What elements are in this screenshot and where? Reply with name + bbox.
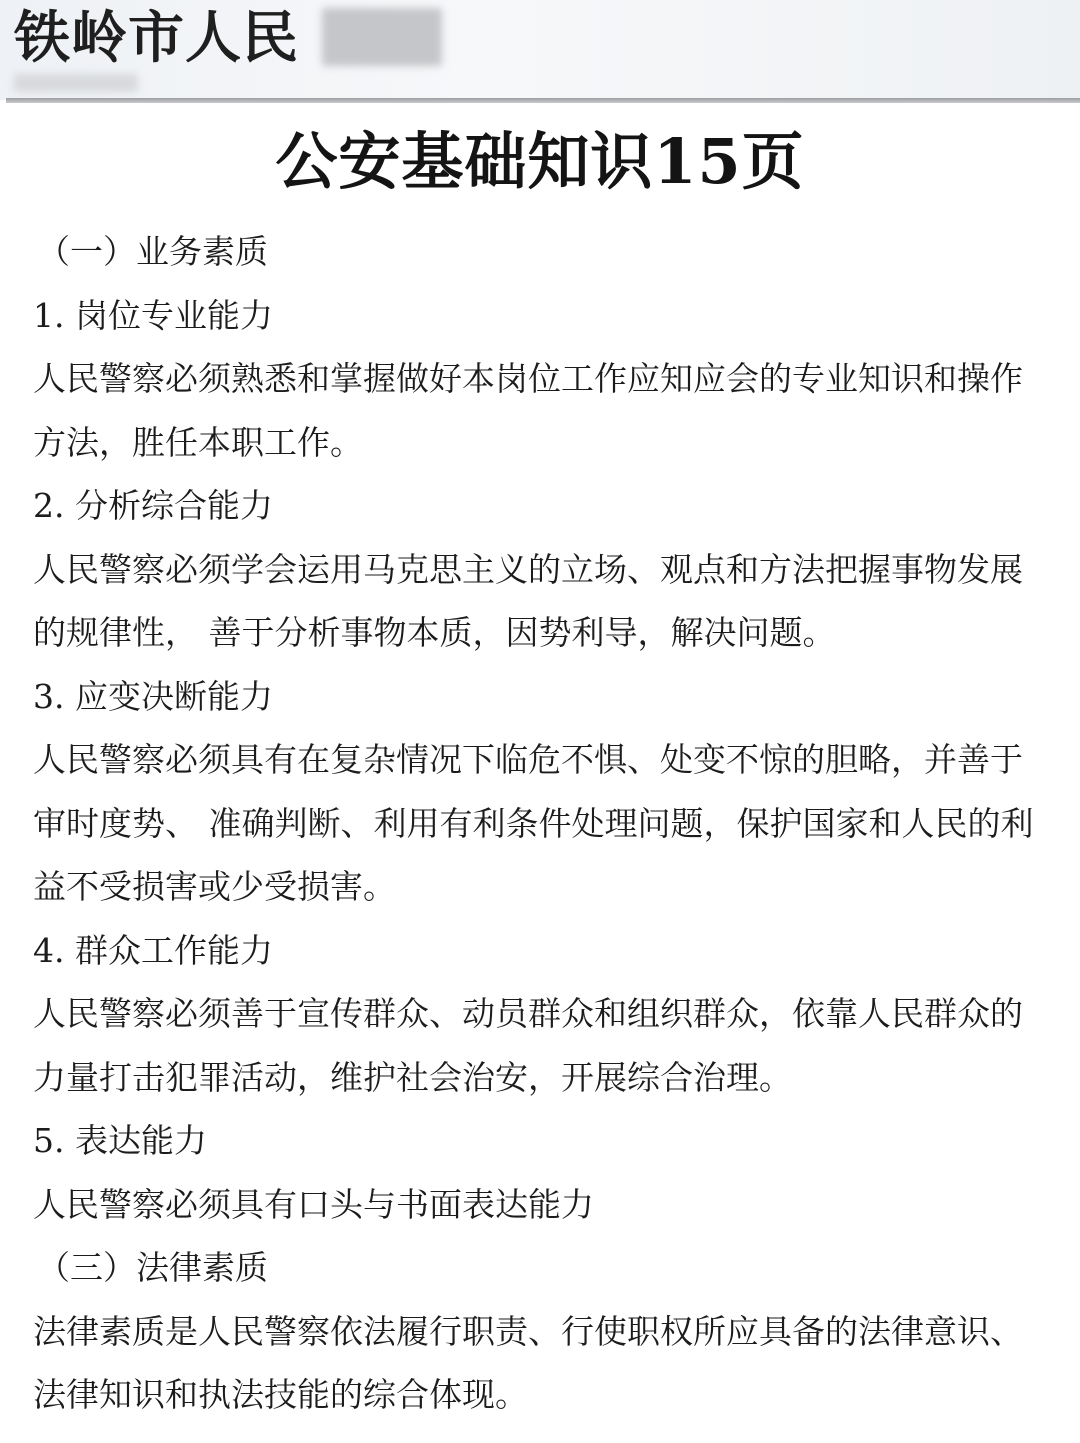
paragraph-line: 人民警察必须善于宣传群众、动员群众和组织群众，依靠人民群众的 xyxy=(33,994,1023,1033)
document-body xyxy=(33,220,1043,1427)
paragraph-line: 益不受损害或少受损害。 xyxy=(33,867,396,906)
paragraph-line: 人民警察必须具有在复杂情况下临危不惧、处变不惊的胆略，并善于 xyxy=(33,740,1023,779)
section-heading: （三）法律素质 xyxy=(37,1248,268,1287)
paragraph-line: 法律知识和执法技能的综合体现。 xyxy=(33,1375,528,1414)
paragraph-line: 审时度势、 准确判断、利用有利条件处理问题，保护国家和人民的利 xyxy=(33,803,1034,843)
paragraph-line: 人民警察必须学会运用马克思主义的立场、观点和方法把握事物发展 xyxy=(33,549,1023,589)
paragraph-line: 人民警察必须具有口头与书面表达能力 xyxy=(33,1184,594,1224)
paragraph-line: 方法，胜任本职工作。 xyxy=(33,422,363,462)
item-heading: 2. 分析综合能力 xyxy=(33,486,273,525)
document-title: 公安基础知识15页 xyxy=(275,125,805,198)
header-banner xyxy=(0,0,1080,100)
redacted-subtitle-blur xyxy=(14,74,138,92)
item-heading: 5. 表达能力 xyxy=(33,1121,207,1160)
item-heading: 4. 群众工作能力 xyxy=(33,930,273,970)
section-heading: （一）业务素质 xyxy=(37,232,268,271)
header-title: 铁岭市人民 xyxy=(14,6,299,71)
redacted-blur xyxy=(322,8,442,66)
item-heading: 3. 应变决断能力 xyxy=(33,676,273,716)
paragraph-line: 法律素质是人民警察依法履行职责、行使职权所应具备的法律意识、 xyxy=(33,1311,1023,1351)
paragraph-line: 人民警察必须熟悉和掌握做好本岗位工作应知应会的专业知识和操作 xyxy=(33,359,1023,398)
header-divider xyxy=(6,98,1080,103)
item-heading: 1. 岗位专业能力 xyxy=(33,295,273,335)
paragraph-line: 的规律性， 善于分析事物本质，因势利导，解决问题。 xyxy=(33,613,836,652)
paragraph-line: 力量打击犯罪活动，维护社会治安，开展综合治理。 xyxy=(33,1057,792,1097)
